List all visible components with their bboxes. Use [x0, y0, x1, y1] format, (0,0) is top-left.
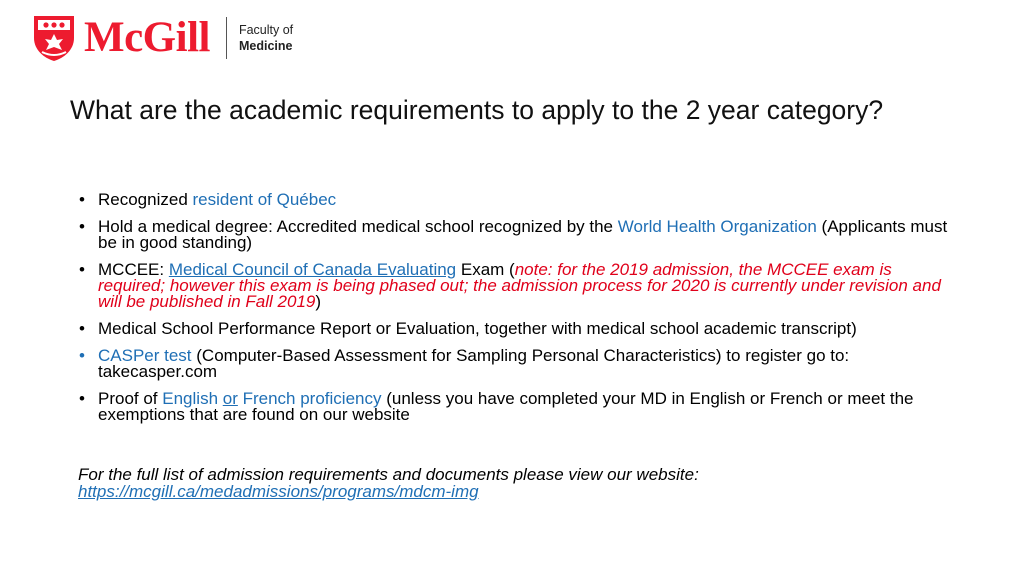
list-item — [78, 348, 958, 380]
mdcm-img-website-link[interactable]: https://mcgill.ca/medadmissions/programs/mdcm-img — [78, 482, 479, 501]
resident-of-quebec-link[interactable]: resident of Québec — [192, 190, 337, 209]
french-proficiency-link[interactable]: French proficiency — [237, 389, 382, 409]
footnote-text: For the full list of admission requirements and documents please view our website: — [78, 465, 699, 484]
requirement-text: (unless you have completed your MD in English or French or meet the exemptions that are found on our website — [98, 389, 914, 425]
or-link[interactable]: or — [222, 389, 238, 409]
list-item — [78, 216, 958, 253]
footnote — [78, 466, 938, 500]
casper-test-link[interactable]: CASPer test — [98, 346, 192, 366]
list-item — [78, 192, 958, 208]
page-title: What are the academic requirements to apply to the 2 year category? — [70, 95, 884, 125]
requirement-text: (Applicants must be in good standing) — [98, 216, 948, 253]
faculty-line-1: Faculty of — [238, 23, 294, 37]
requirement-text: MCCEE: — [98, 259, 169, 279]
faculty-name — [239, 22, 293, 54]
mcgill-logo[interactable] — [32, 14, 293, 62]
requirements-list — [78, 192, 958, 434]
list-item — [78, 321, 958, 337]
english-proficiency-link[interactable]: English — [162, 389, 223, 409]
requirement-text: Proof of — [98, 389, 163, 409]
logo-divider — [226, 17, 227, 59]
list-item — [78, 391, 958, 423]
requirement-text: ) — [315, 292, 322, 312]
requirement-text: Recognized — [98, 190, 193, 209]
requirement-text: Exam ( — [456, 259, 515, 279]
mccee-note: note: for the 2019 admission, the MCCEE exam is required; however this exam is being phased out; the admission process for 2020 is currently under revision and will be published in Fall 2019 — [98, 259, 941, 312]
faculty-line-2: Medicine — [238, 39, 293, 53]
list-item — [78, 259, 958, 312]
world-health-organization-link[interactable]: World Health Organization — [617, 216, 817, 236]
requirement-text: (Computer-Based Assessment for Sampling Personal Characteristics) to register go to: takecasper.com — [98, 346, 850, 382]
mcc-evaluating-exam-link[interactable]: Medical Council of Canada Evaluating — [168, 259, 457, 279]
requirement-text: Hold a medical degree: Accredited medical school recognized by the — [98, 216, 618, 236]
mcgill-wordmark: McGill — [84, 14, 210, 61]
requirement-text: Medical School Performance Report or Evaluation, together with medical school academic transcript) — [98, 319, 857, 339]
mcgill-crest-icon — [32, 14, 76, 62]
